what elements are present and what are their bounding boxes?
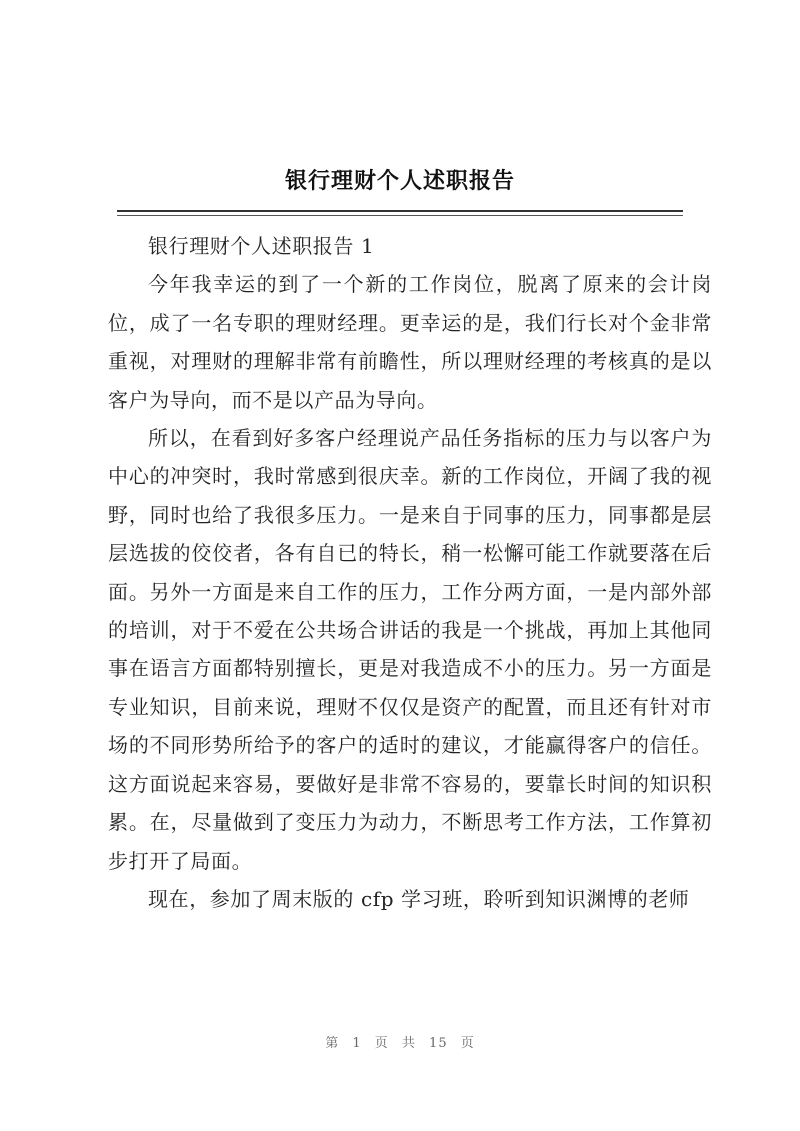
body-paragraph-3: 现在，参加了周末版的 cfp 学习班，聆听到知识渊博的老师	[148, 886, 690, 911]
document-title: 银行理财个人述职报告	[284, 168, 515, 194]
title-divider-thick	[117, 210, 683, 212]
section-heading: 银行理财个人述职报告 1	[148, 234, 375, 258]
body-paragraph-2: 所以，在看到好多客户经理说产品任务指标的压力与以客户为中心的冲突时，我时常感到很庆幸。新的工作岗位，开阔了我的视野，同时也给了我很多压力。一是来自于同事的压力，同事都是层层选拔的佼佼者，各有自已的特长，稍一松懈可能工作就要落在后面。另外一方面是来自工作的压力，工作分两方面，一是内部外部的培训，对于不爱在公共场合讲话的我是一个挑战，再加上其他同事在语言方面都特别擅长，更是对我造成不小的压力。另一方面是专业知识，目前来说，理财不仅仅是资产的配置，而且还有针对市场的不同形势所给予的客户的适时的建议，才能赢得客户的信任。这方面说起来容易，要做好是非常不容易的，要靠长时间的知识积累。在，尽量做到了变压力为动力，不断思考工作方法，工作算初步打开了局面。	[108, 426, 712, 873]
title-divider-thin	[117, 215, 683, 216]
document-body	[108, 227, 712, 918]
body-paragraph-1: 今年我幸运的到了一个新的工作岗位，脱离了原来的会计岗位，成了一名专职的理财经理。更幸运的是，我们行长对个金非常重视，对理财的理解非常有前瞻性，所以理财经理的考核真的是以客户为导向，而不是以产品为导向。	[108, 272, 712, 412]
page-number-footer: 第 1 页 共 15 页	[325, 1036, 475, 1051]
